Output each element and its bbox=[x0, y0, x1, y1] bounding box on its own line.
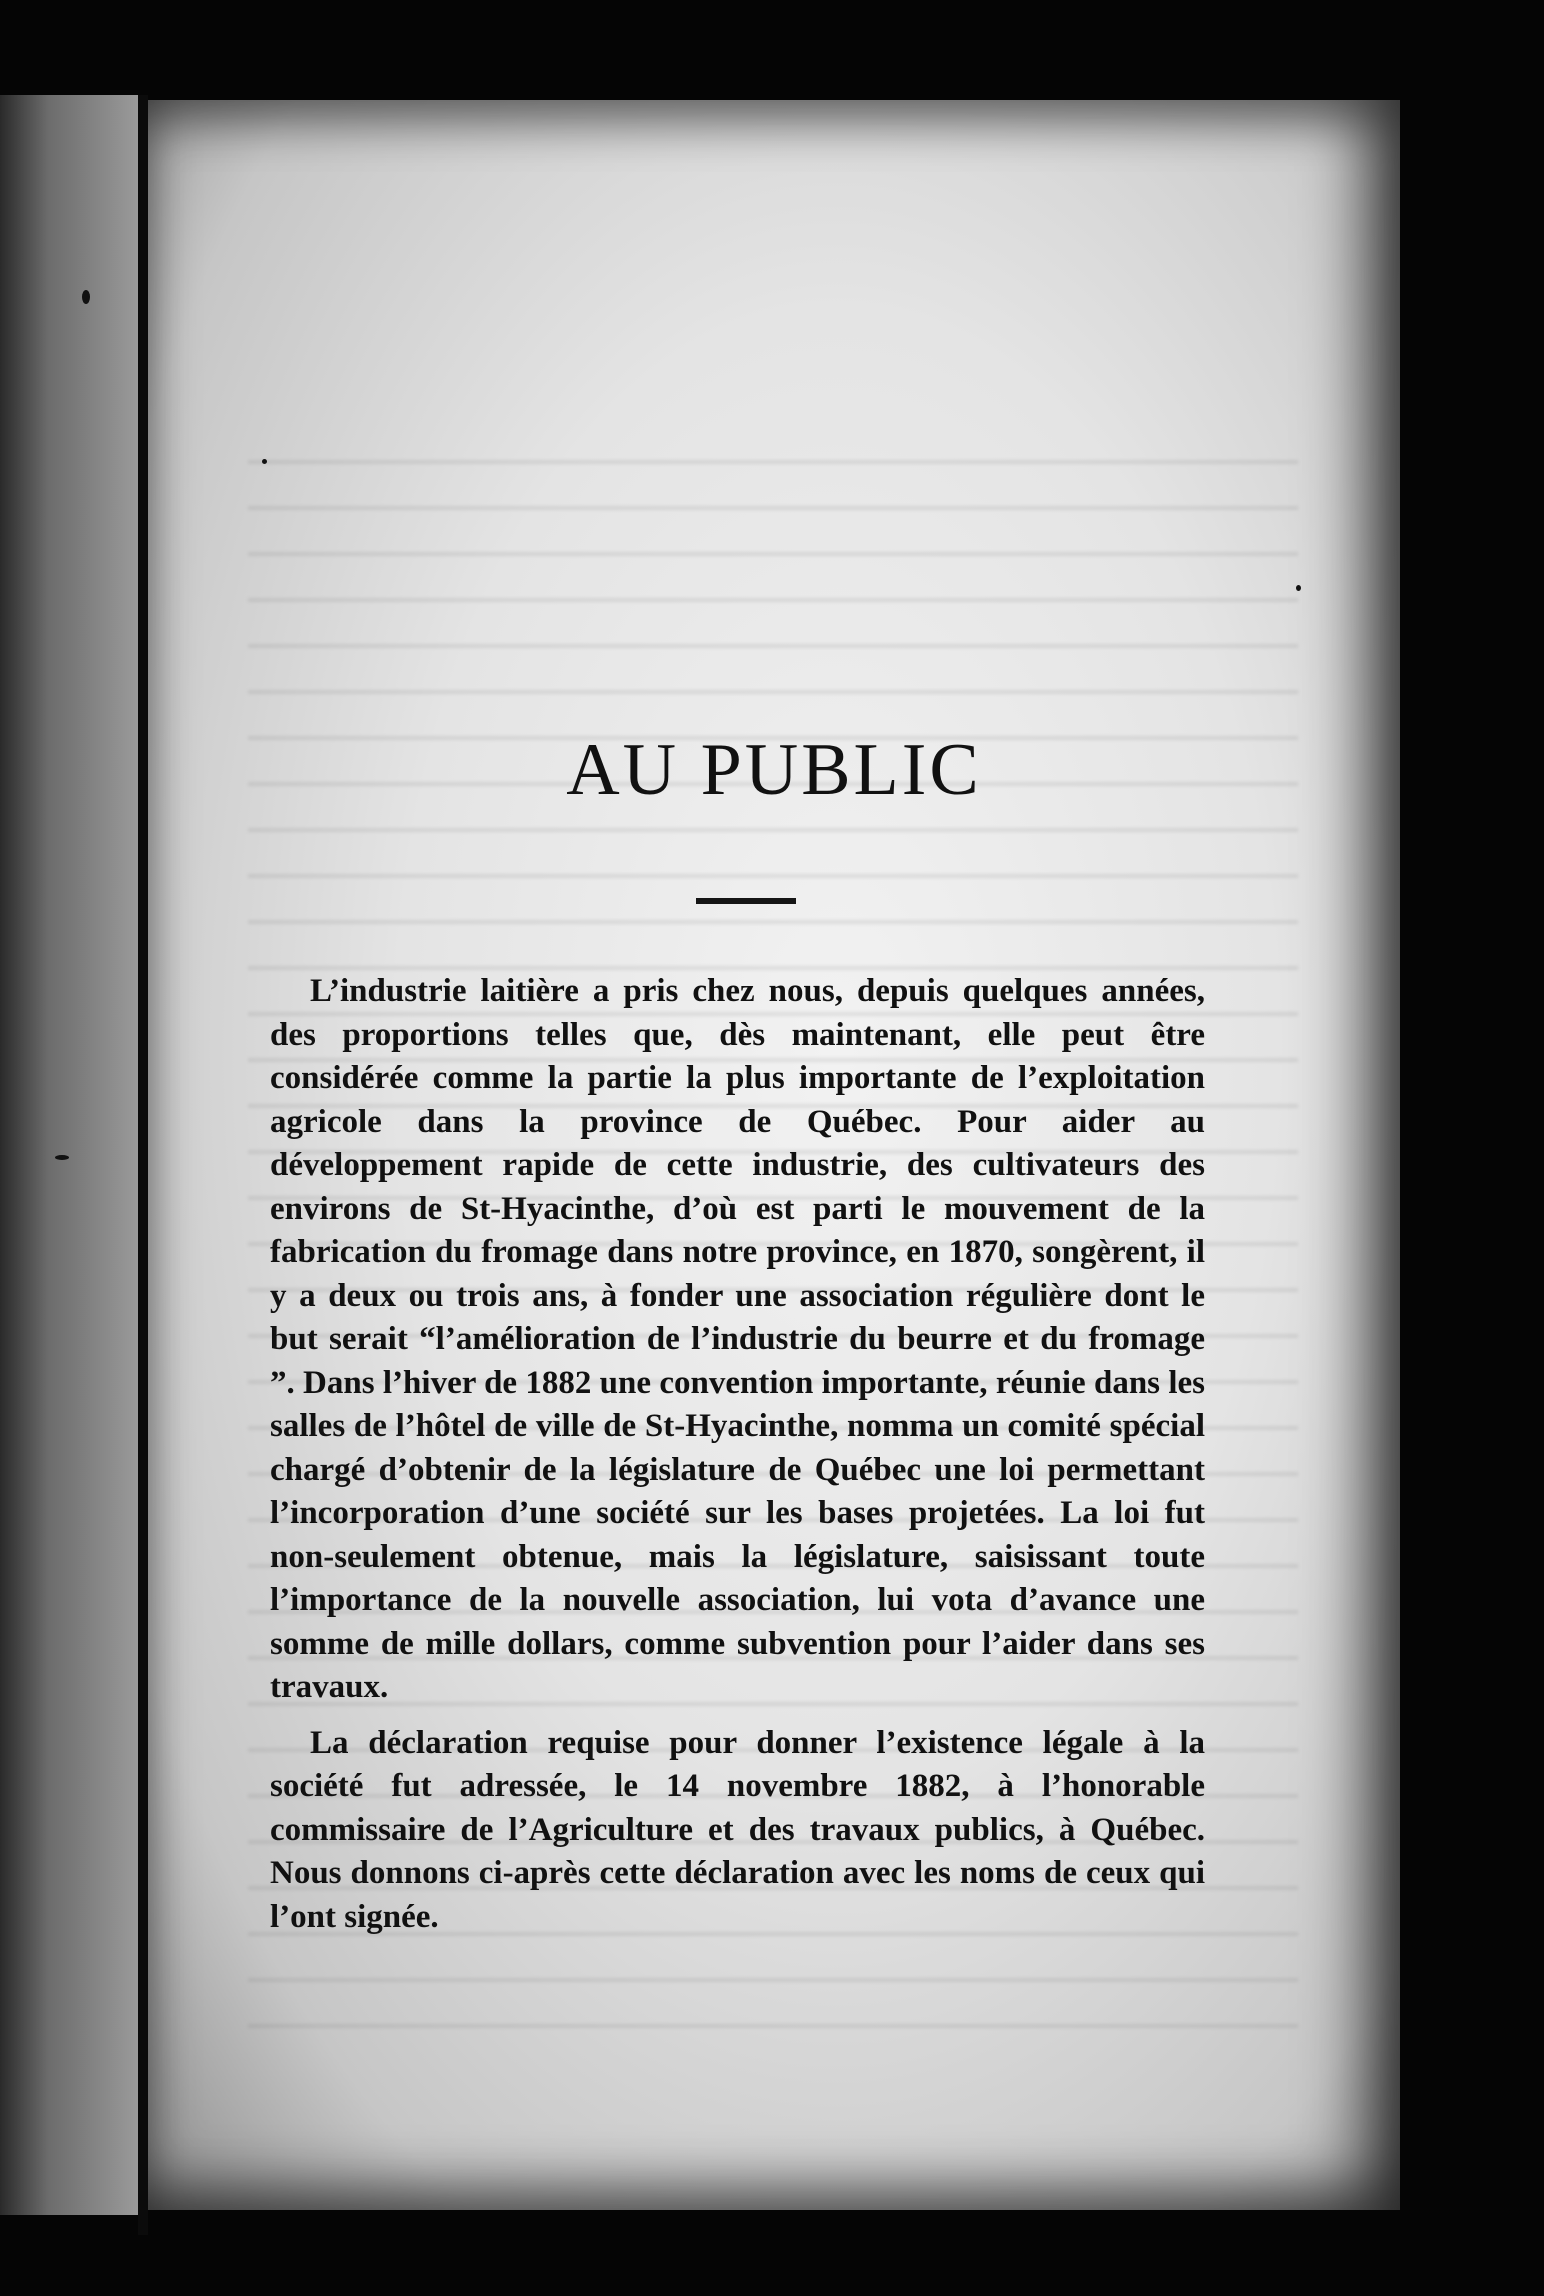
scan-speck bbox=[55, 1155, 69, 1160]
facing-page-edge bbox=[0, 95, 138, 2215]
page-title: AU PUBLIC bbox=[566, 729, 982, 811]
paragraph-2: La déclaration requise pour donner l’existence légale à la société fut adressée, le 14 novembre 1882, à l’honorable commissaire de l’Agriculture et des travaux publics, à Québec. Nous donnons ci-après cette déclaration avec les noms de ceux qui l’ont signée. bbox=[270, 1724, 1205, 1935]
scan-speck bbox=[262, 459, 267, 464]
document-page bbox=[148, 100, 1400, 2210]
title-rule bbox=[696, 898, 796, 904]
gutter-divider bbox=[138, 95, 148, 2235]
scan-speck bbox=[82, 290, 90, 304]
scan-speck bbox=[1296, 585, 1301, 591]
body-text bbox=[270, 970, 1205, 1951]
paragraph-1: L’industrie laitière a pris chez nous, depuis quelques années, des proportions telles que, dès maintenant, elle peut être considérée comme la partie la plus importante de l’exploitation agricole dans la province de Québec. Pour aider au développement rapide de cette industrie, des cultivateurs des environs de St-Hyacinthe, d’où est parti le mouvement de la fabrication du fromage dans notre province, en 1870, songèrent, il y a deux ou trois ans, à fonder une association régulière dont le but serait “l’amélioration de l’industrie du beurre et du fromage ”. Dans l’hiver de 1882 une convention importante, réunie dans les salles de l’hôtel de ville de St-Hyacinthe, nomma un comité spécial chargé d’obtenir de la législature de Québec une loi permettant l’incorporation d’une société sur les bases projetées. La loi fut non-seulement obtenue, mais la législature, saisissant toute l’importance de la nouvelle association, lui vota d’avance une somme de mille dollars, comme subvention pour l’aider dans ses travaux. bbox=[270, 973, 1205, 1705]
